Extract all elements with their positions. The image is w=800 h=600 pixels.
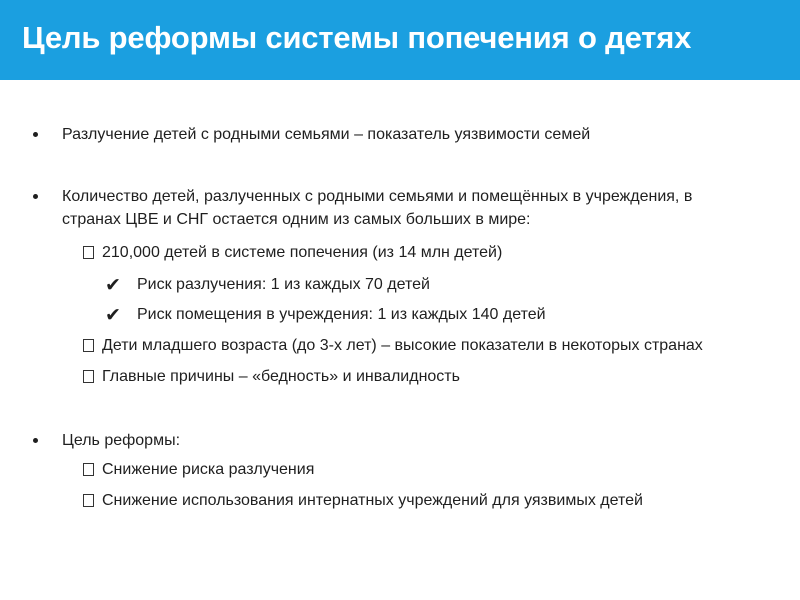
bullet-2-check-1: Риск разлучения: 1 из каждых 70 детей xyxy=(137,276,430,293)
bullet-2-sub-1: 210,000 детей в системе попечения (из 14 млн детей) xyxy=(102,244,503,261)
slide-title: Цель реформы системы попечения о детях xyxy=(22,20,692,55)
bullet-dot-icon xyxy=(33,438,38,443)
bullet-2-line-2: странах ЦВЕ и СНГ остается одним из самых больших в мире: xyxy=(62,211,531,228)
title-bar xyxy=(0,0,800,80)
bullet-3-text: Цель реформы: xyxy=(62,432,181,449)
bullet-dot-icon xyxy=(33,132,38,137)
bullet-2-sub-2: Дети младшего возраста (до 3-х лет) – высокие показатели в некоторых странах xyxy=(102,337,703,354)
empty-box-icon xyxy=(83,246,94,259)
bullet-1-text: Разлучение детей с родными семьями – показатель уязвимости семей xyxy=(62,126,591,143)
empty-box-icon xyxy=(83,339,94,352)
bullet-3-sub-2: Снижение использования интернатных учреждений для уязвимых детей xyxy=(102,492,643,509)
empty-box-icon xyxy=(83,463,94,476)
bullet-2-sub-3: Главные причины – «бедность» и инвалидность xyxy=(102,368,460,385)
bullet-dot-icon xyxy=(33,194,38,199)
bullet-3-sub-1: Снижение риска разлучения xyxy=(102,461,315,478)
check-mark-icon: ✔ xyxy=(105,304,121,326)
bullet-2-line-1: Количество детей, разлученных с родными семьями и помещённых в учреждения, в xyxy=(62,188,693,205)
bullet-2-check-2: Риск помещения в учреждения: 1 из каждых 140 детей xyxy=(137,306,546,323)
empty-box-icon xyxy=(83,370,94,383)
empty-box-icon xyxy=(83,494,94,507)
check-mark-icon: ✔ xyxy=(105,274,121,296)
